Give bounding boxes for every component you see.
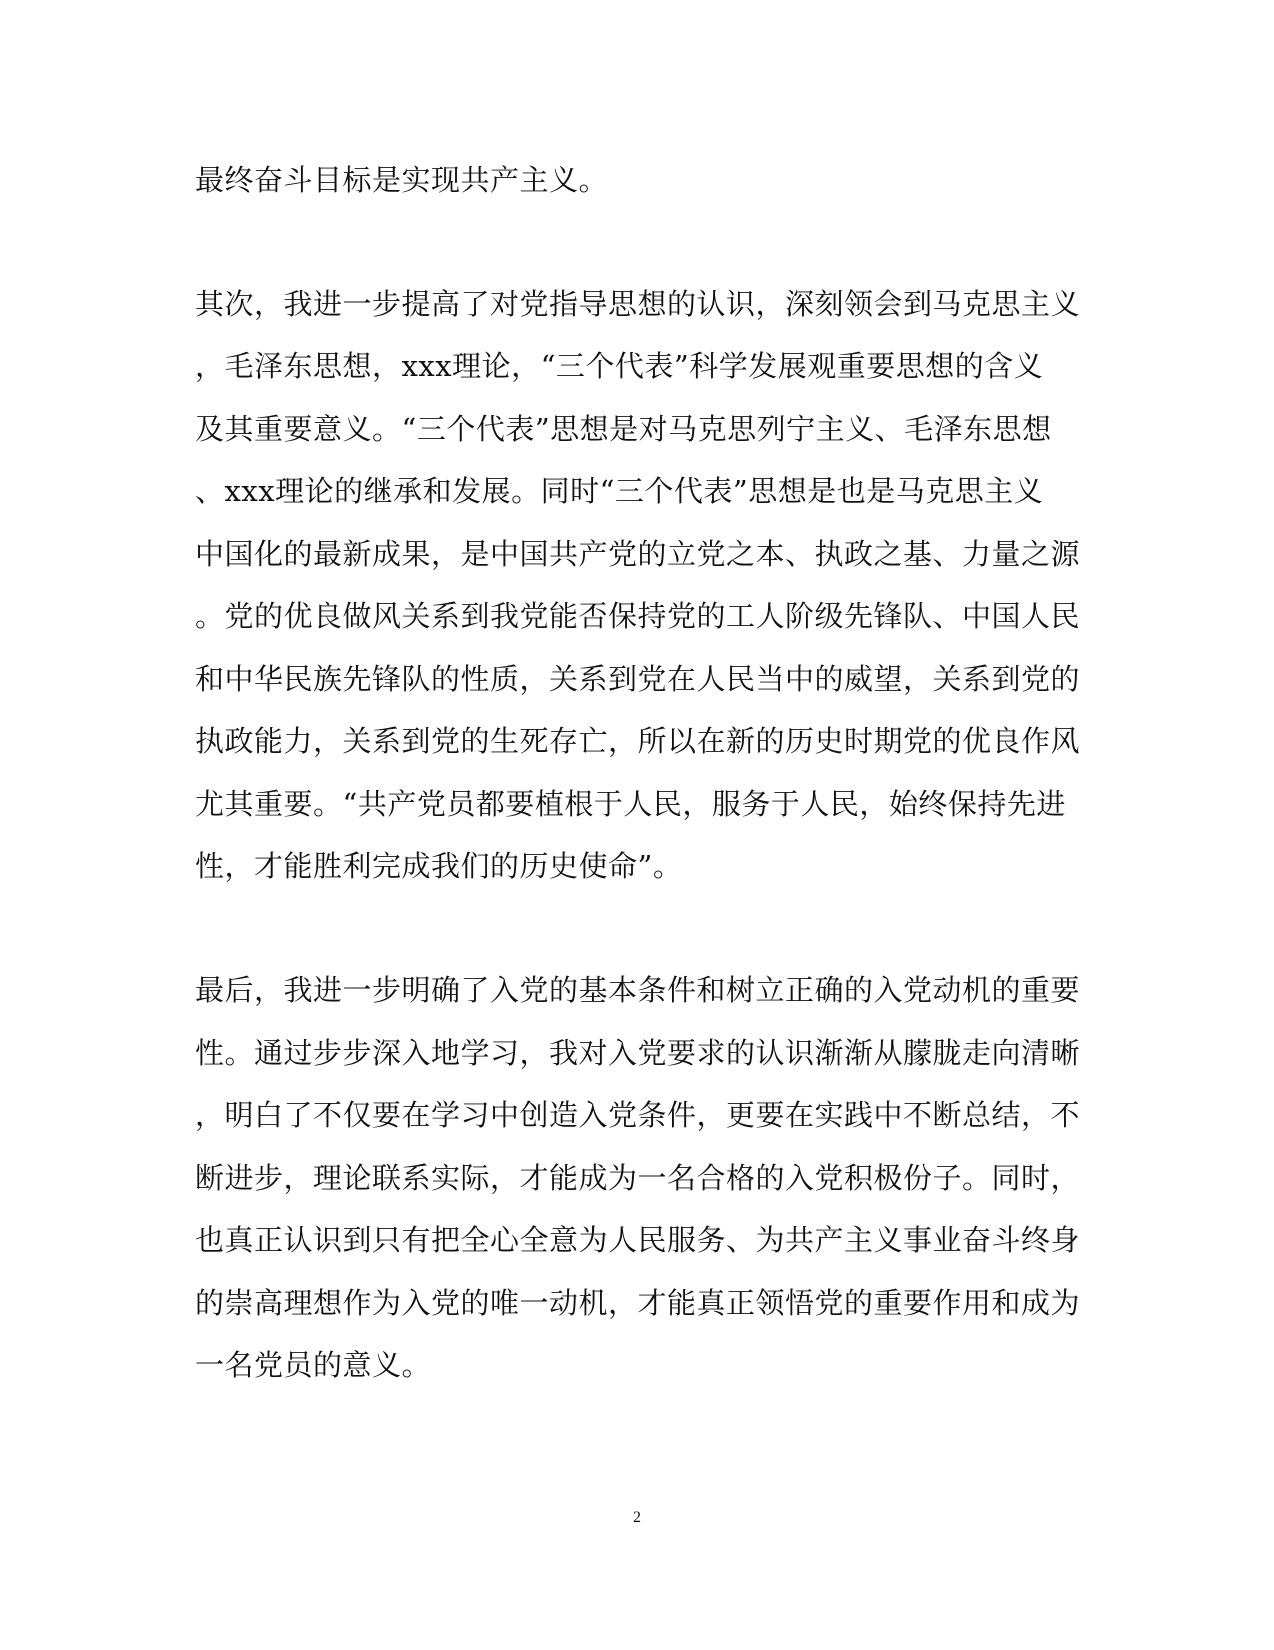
paragraph-2-line-4: 、xxx理论的继承和发展。同时“三个代表”思想是也是马克思主义 [195,474,1044,508]
paragraph-3-line-2: 性。通过步步深入地学习，我对入党要求的认识渐渐从朦胧走向清晰 [195,1036,1081,1070]
paragraph-3-line-3: ，明白了不仅要在学习中创造入党条件，更要在实践中不断总结，不 [195,1098,1081,1132]
paragraph-2-line-7: 和中华民族先锋队的性质，关系到党在人民当中的威望，关系到党的 [195,662,1081,696]
paragraph-2-line-3: 及其重要意义。“三个代表”思想是对马克思列宁主义、毛泽东思想 [195,412,1052,446]
paragraph-3-line-7: 一名党员的意义。 [195,1348,432,1382]
paragraph-2-line-1: 其次，我进一步提高了对党指导思想的认识，深刻领会到马克思主义 [195,287,1081,321]
page-number: 2 [633,1509,641,1526]
paragraph-2-line-5: 中国化的最新成果，是中国共产党的立党之本、执政之基、力量之源 [195,537,1081,571]
paragraph-2-line-9: 尤其重要。“共产党员都要植根于人民，服务于人民，始终保持先进 [195,787,1066,821]
paragraph-3-line-5: 也真正认识到只有把全心全意为人民服务、为共产主义事业奋斗终身 [195,1223,1081,1257]
paragraph-2-line-8: 执政能力，关系到党的生死存亡，所以在新的历史时期党的优良作风 [195,724,1081,758]
paragraph-3-line-6: 的崇高理想作为入党的唯一动机，才能真正领悟党的重要作用和成为 [195,1286,1081,1320]
paragraph-3-line-4: 断进步，理论联系实际，才能成为一名合格的入党积极份子。同时， [195,1161,1081,1195]
paragraph-1-line-1: 最终奋斗目标是实现共产主义。 [195,163,609,197]
paragraph-3-line-1: 最后，我进一步明确了入党的基本条件和树立正确的入党动机的重要 [195,973,1081,1007]
paragraph-2-line-6: 。党的优良做风关系到我党能否保持党的工人阶级先锋队、中国人民 [195,599,1081,633]
paragraph-2-line-10: 性，才能胜利完成我们的历史使命”。 [195,849,683,883]
paragraph-2-line-2: ，毛泽东思想，xxx理论，“三个代表”科学发展观重要思想的含义 [195,349,1044,383]
